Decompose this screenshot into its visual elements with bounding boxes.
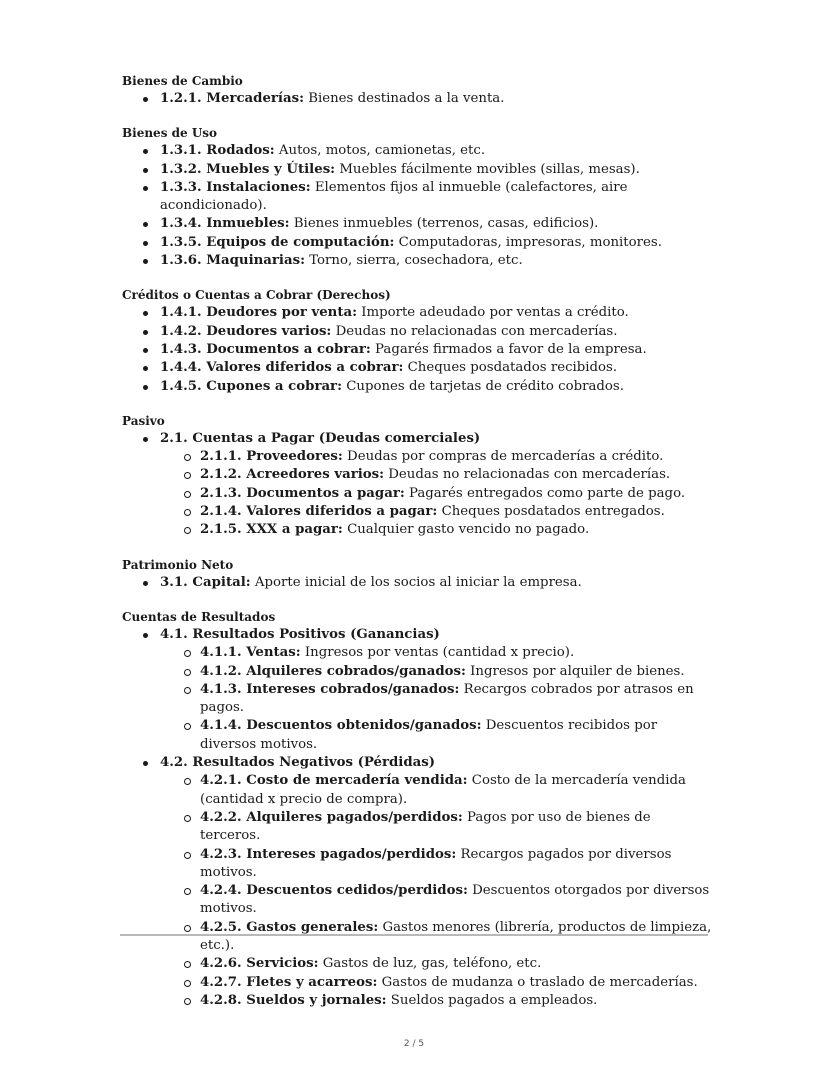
account-description: Deudas no relacionadas con mercaderías.: [331, 323, 618, 339]
list-item: [122, 882, 712, 919]
list-item: [122, 955, 712, 973]
group-label: 4.2. Resultados Negativos (Pérdidas): [160, 755, 436, 771]
horizontal-rule: [120, 934, 708, 936]
section-title: Pasivo: [122, 413, 165, 428]
section: [122, 608, 712, 1010]
account-code: 2.1.4. Valores diferidos a pagar:: [200, 504, 438, 520]
list-item: [122, 644, 712, 662]
page-number: 2 / 5: [403, 1039, 425, 1049]
group-label: 4.1. Resultados Positivos (Ganancias): [160, 626, 440, 642]
account-code: 1.3.6. Maquinarias:: [160, 253, 305, 269]
account-code: 1.4.3. Documentos a cobrar:: [160, 341, 371, 357]
account-code: 1.4.4. Valores diferidos a cobrar:: [160, 360, 404, 376]
group-item: [122, 430, 712, 540]
list-item: [122, 359, 712, 377]
list-item: [122, 448, 712, 466]
list-item: [122, 341, 712, 359]
account-list: [122, 574, 712, 592]
section: [122, 556, 712, 592]
account-description: Computadoras, impresoras, monitores.: [394, 234, 662, 250]
account-code: 4.2.7. Fletes y acarreos:: [200, 974, 378, 990]
account-description: Deudas por compras de mercaderías a crédito.: [342, 449, 664, 465]
account-code: 2.1.1. Proveedores:: [200, 449, 343, 465]
list-item: [122, 90, 712, 108]
group-item: [122, 754, 712, 1010]
account-description: Recargos pagados por diversos motivos.: [200, 846, 672, 880]
account-description: Importe adeudado por ventas a crédito.: [357, 305, 629, 321]
account-description: Descuentos recibidos por diversos motivos.: [200, 718, 658, 752]
sub-account-list: [122, 644, 712, 754]
group-item: [122, 626, 712, 754]
account-code: 1.4.5. Cupones a cobrar:: [160, 378, 342, 394]
list-item: [122, 846, 712, 883]
list-item: [122, 323, 712, 341]
list-item: [122, 772, 712, 809]
account-code: 1.3.1. Rodados:: [160, 143, 275, 159]
account-description: Muebles fácilmente movibles (sillas, mesas).: [335, 161, 640, 177]
account-description: Cheques posdatados recibidos.: [403, 360, 618, 376]
list-item: [122, 574, 712, 592]
list-item: [122, 974, 712, 992]
account-description: Ingresos por alquiler de bienes.: [465, 663, 685, 679]
list-item: [122, 919, 712, 956]
list-item: [122, 717, 712, 754]
account-description: Cupones de tarjetas de crédito cobrados.: [341, 378, 624, 394]
list-item: [122, 681, 712, 718]
account-code: 4.2.3. Intereses pagados/perdidos:: [200, 846, 457, 862]
section-title: Bienes de Uso: [122, 126, 218, 141]
section: [122, 412, 712, 540]
account-code: 1.3.2. Muebles y Útiles:: [160, 161, 336, 177]
section-title: Bienes de Cambio: [122, 74, 243, 88]
account-code: 2.1.3. Documentos a pagar:: [200, 485, 405, 501]
account-code: 4.2.8. Sueldos y jornales:: [200, 992, 387, 1008]
list-item: [122, 179, 712, 216]
account-description: Elementos fijos al inmueble (calefactores, aire acondicionado).: [160, 179, 628, 214]
account-code: 1.4.1. Deudores por venta:: [160, 305, 357, 321]
list-item: [122, 304, 712, 322]
list-item: [122, 142, 712, 160]
section-title: Créditos o Cuentas a Cobrar (Derechos): [122, 288, 391, 303]
account-description: Torno, sierra, cosechadora, etc.: [304, 253, 523, 269]
sub-account-list: [122, 772, 712, 1010]
account-description: Pagarés entregados como parte de pago.: [404, 485, 686, 501]
account-code: 1.4.2. Deudores varios:: [160, 323, 332, 339]
account-description: Costo de la mercadería vendida (cantidad x precio de compra).: [200, 773, 686, 807]
account-code: 2.1.5. XXX a pagar:: [200, 522, 343, 538]
list-item: [122, 521, 712, 539]
list-item: [122, 252, 712, 270]
account-code: 4.2.6. Servicios:: [200, 956, 319, 972]
account-description: Descuentos otorgados por diversos motivos.: [200, 883, 710, 917]
account-code: 4.1.2. Alquileres cobrados/ganados:: [200, 663, 466, 679]
section-title: Patrimonio Neto: [122, 557, 234, 572]
list-item: [122, 809, 712, 846]
account-code: 4.2.5. Gastos generales:: [200, 919, 379, 935]
account-description: Autos, motos, camionetas, etc.: [274, 143, 486, 159]
account-description: Bienes inmuebles (terrenos, casas, edificios).: [289, 216, 599, 232]
account-list: [122, 304, 712, 395]
account-description: Cualquier gasto vencido no pagado.: [342, 522, 590, 538]
account-code: 4.1.1. Ventas:: [200, 645, 301, 661]
account-description: Bienes destinados a la venta.: [304, 91, 505, 106]
account-description: Pagos por uso de bienes de terceros.: [200, 809, 651, 844]
account-description: Cheques posdatados entregados.: [437, 504, 665, 520]
account-code: 4.1.4. Descuentos obtenidos/ganados:: [200, 718, 482, 734]
list-item: [122, 485, 712, 503]
account-code: 1.3.3. Instalaciones:: [160, 179, 311, 195]
account-description: Gastos menores (librería, productos de limpieza, etc.).: [200, 919, 712, 953]
account-code: 2.1.2. Acreedores varios:: [200, 467, 385, 483]
list-item: [122, 161, 712, 179]
account-code: 4.1.3. Intereses cobrados/ganados:: [200, 681, 460, 697]
account-description: Aporte inicial de los socios al iniciar la empresa.: [250, 574, 582, 590]
section: [122, 286, 712, 395]
account-code: 3.1. Capital:: [160, 574, 251, 590]
account-description: Deudas no relacionadas con mercaderías.: [384, 467, 671, 483]
account-description: Ingresos por ventas (cantidad x precio).: [300, 645, 575, 661]
sub-account-list: [122, 448, 712, 539]
account-code: 4.2.1. Costo de mercadería vendida:: [200, 773, 468, 789]
account-code: 1.2.1. Mercaderías:: [160, 91, 304, 106]
list-item: [122, 215, 712, 233]
list-item: [122, 663, 712, 681]
account-description: Gastos de luz, gas, teléfono, etc.: [318, 956, 542, 972]
account-code: 4.2.4. Descuentos cedidos/perdidos:: [200, 883, 468, 899]
account-description: Sueldos pagados a empleados.: [386, 992, 598, 1008]
section: [122, 72, 712, 108]
account-description: Gastos de mudanza o traslado de mercaderías.: [377, 974, 698, 990]
account-description: Pagarés firmados a favor de la empresa.: [370, 341, 647, 357]
list-item: [122, 503, 712, 521]
group-label: 2.1. Cuentas a Pagar (Deudas comerciales): [160, 430, 481, 446]
account-list: [122, 142, 712, 270]
list-item: [122, 992, 712, 1010]
list-item: [122, 378, 712, 396]
account-code: 1.3.5. Equipos de computación:: [160, 234, 395, 250]
list-item: [122, 234, 712, 252]
account-description: Recargos cobrados por atrasos en pagos.: [200, 681, 694, 716]
account-list: [122, 430, 712, 540]
section-title: Cuentas de Resultados: [122, 609, 276, 624]
account-code: 1.3.4. Inmuebles:: [160, 216, 290, 232]
document-page: [122, 72, 712, 1026]
account-list: [122, 90, 712, 108]
section: [122, 124, 712, 270]
account-list: [122, 626, 712, 1010]
account-code: 4.2.2. Alquileres pagados/perdidos:: [200, 809, 463, 825]
list-item: [122, 466, 712, 484]
